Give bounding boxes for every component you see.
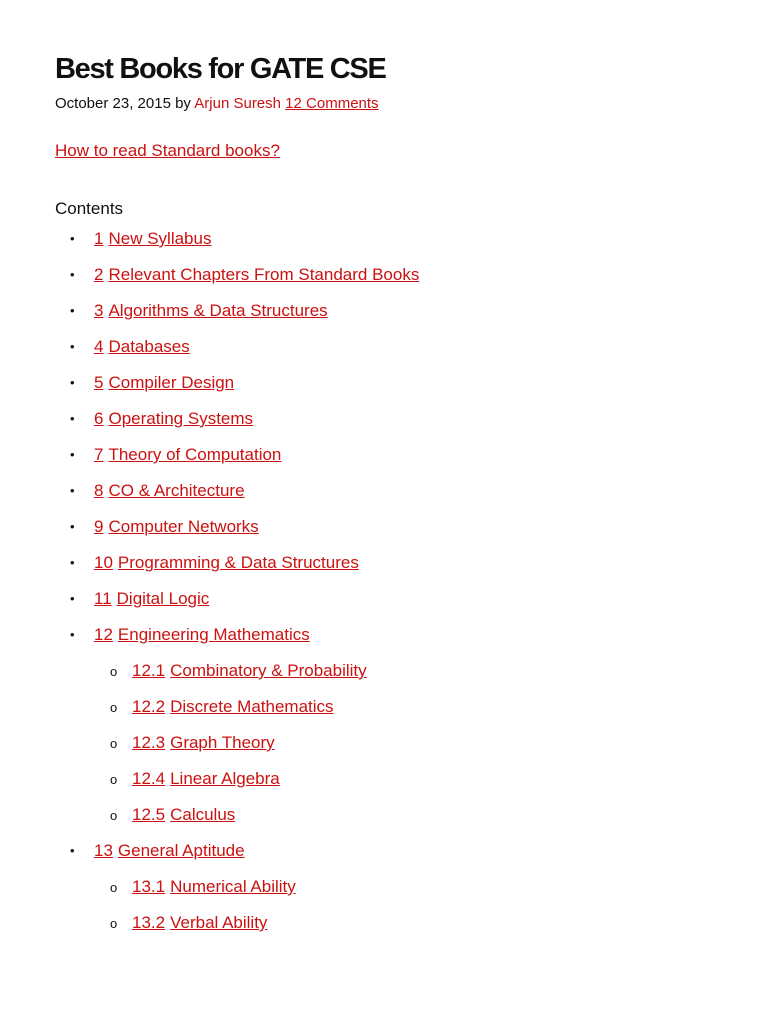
toc-item-5 bbox=[55, 372, 768, 408]
toc-item-3 bbox=[55, 300, 768, 336]
toc-label-link[interactable]: Calculus bbox=[170, 805, 236, 824]
toc-label-link[interactable]: Linear Algebra bbox=[170, 769, 280, 788]
author-link[interactable]: Arjun Suresh bbox=[194, 95, 281, 112]
bullet-icon: • bbox=[70, 591, 75, 606]
post-date: October 23, 2015 bbox=[55, 95, 171, 112]
toc-number-link[interactable]: 5 bbox=[94, 373, 104, 392]
toc-label-link[interactable]: Programming & Data Structures bbox=[117, 553, 359, 572]
table-of-contents bbox=[55, 228, 768, 948]
toc-item-11 bbox=[55, 588, 768, 624]
toc-subitem-13-1 bbox=[55, 876, 768, 912]
bullet-icon: • bbox=[70, 519, 75, 534]
toc-number-link[interactable]: 10 bbox=[94, 553, 113, 572]
bullet-icon: • bbox=[70, 339, 75, 354]
toc-label-link[interactable]: Operating Systems bbox=[108, 409, 254, 428]
post-by: by bbox=[175, 95, 191, 112]
bullet-icon: • bbox=[70, 555, 75, 570]
circle-bullet-icon: o bbox=[110, 916, 118, 931]
toc-item-7 bbox=[55, 444, 768, 480]
bullet-icon: • bbox=[70, 627, 75, 642]
post-meta bbox=[55, 94, 768, 114]
bullet-icon: • bbox=[70, 483, 75, 498]
toc-item-2 bbox=[55, 264, 768, 300]
circle-bullet-icon: o bbox=[110, 736, 118, 751]
toc-subitem-12-4 bbox=[55, 768, 768, 804]
toc-label-link[interactable]: Graph Theory bbox=[170, 733, 275, 752]
toc-label-link[interactable]: Relevant Chapters From Standard Books bbox=[108, 265, 420, 284]
bullet-icon: • bbox=[70, 231, 75, 246]
toc-item-6 bbox=[55, 408, 768, 444]
circle-bullet-icon: o bbox=[110, 772, 118, 787]
comments-link[interactable]: 12 Comments bbox=[285, 95, 379, 112]
toc-item-4 bbox=[55, 336, 768, 372]
bullet-icon: • bbox=[70, 447, 75, 462]
toc-subitem-12-1 bbox=[55, 660, 768, 696]
toc-subitem-12-3 bbox=[55, 732, 768, 768]
toc-number-link[interactable]: 12.3 bbox=[132, 733, 166, 752]
toc-number-link[interactable]: 8 bbox=[94, 481, 104, 500]
toc-number-link[interactable]: 13.2 bbox=[132, 913, 166, 932]
toc-label-link[interactable]: Verbal Ability bbox=[170, 913, 268, 932]
toc-number-link[interactable]: 2 bbox=[94, 265, 104, 284]
howto-paragraph bbox=[55, 140, 768, 162]
howto-link[interactable]: How to read Standard books? bbox=[55, 141, 280, 160]
bullet-icon: • bbox=[70, 411, 75, 426]
page-title: Best Books for GATE CSE bbox=[55, 53, 386, 85]
toc-label-link[interactable]: CO & Architecture bbox=[108, 481, 245, 500]
bullet-icon: • bbox=[70, 303, 75, 318]
toc-label-link[interactable]: Theory of Computation bbox=[108, 445, 282, 464]
toc-label-link[interactable]: Discrete Mathematics bbox=[170, 697, 334, 716]
toc-number-link[interactable]: 4 bbox=[94, 337, 104, 356]
toc-number-link[interactable]: 12.5 bbox=[132, 805, 166, 824]
toc-number-link[interactable]: 3 bbox=[94, 301, 104, 320]
toc-label-link[interactable]: Algorithms & Data Structures bbox=[108, 301, 328, 320]
toc-label-link[interactable]: Digital Logic bbox=[116, 589, 210, 608]
toc-label-link[interactable]: Combinatory & Probability bbox=[170, 661, 367, 680]
toc-item-12 bbox=[55, 624, 768, 660]
toc-number-link[interactable]: 13 bbox=[94, 841, 113, 860]
circle-bullet-icon: o bbox=[110, 700, 118, 715]
toc-label-link[interactable]: Compiler Design bbox=[108, 373, 235, 392]
toc-label-link[interactable]: Databases bbox=[108, 337, 190, 356]
toc-label-link[interactable]: Computer Networks bbox=[108, 517, 259, 536]
toc-number-link[interactable]: 6 bbox=[94, 409, 104, 428]
toc-number-link[interactable]: 9 bbox=[94, 517, 104, 536]
bullet-icon: • bbox=[70, 375, 75, 390]
toc-number-link[interactable]: 12.4 bbox=[132, 769, 166, 788]
toc-label-link[interactable]: New Syllabus bbox=[108, 229, 212, 248]
toc-item-8 bbox=[55, 480, 768, 516]
toc-label-link[interactable]: Numerical Ability bbox=[170, 877, 296, 896]
toc-number-link[interactable]: 12.1 bbox=[132, 661, 166, 680]
toc-number-link[interactable]: 7 bbox=[94, 445, 104, 464]
bullet-icon: • bbox=[70, 843, 75, 858]
toc-subitem-12-5 bbox=[55, 804, 768, 840]
toc-number-link[interactable]: 12.2 bbox=[132, 697, 166, 716]
toc-label-link[interactable]: Engineering Mathematics bbox=[117, 625, 310, 644]
toc-subitem-13-2 bbox=[55, 912, 768, 948]
toc-item-10 bbox=[55, 552, 768, 588]
contents-heading: Contents bbox=[55, 199, 124, 218]
toc-number-link[interactable]: 11 bbox=[94, 589, 112, 608]
toc-number-link[interactable]: 1 bbox=[94, 229, 104, 248]
circle-bullet-icon: o bbox=[110, 808, 118, 823]
toc-item-1 bbox=[55, 228, 768, 264]
toc-number-link[interactable]: 12 bbox=[94, 625, 113, 644]
toc-subitem-12-2 bbox=[55, 696, 768, 732]
toc-item-13 bbox=[55, 840, 768, 876]
circle-bullet-icon: o bbox=[110, 880, 118, 895]
toc-number-link[interactable]: 13.1 bbox=[132, 877, 166, 896]
toc-label-link[interactable]: General Aptitude bbox=[117, 841, 245, 860]
circle-bullet-icon: o bbox=[110, 664, 118, 679]
bullet-icon: • bbox=[70, 267, 75, 282]
toc-item-9 bbox=[55, 516, 768, 552]
